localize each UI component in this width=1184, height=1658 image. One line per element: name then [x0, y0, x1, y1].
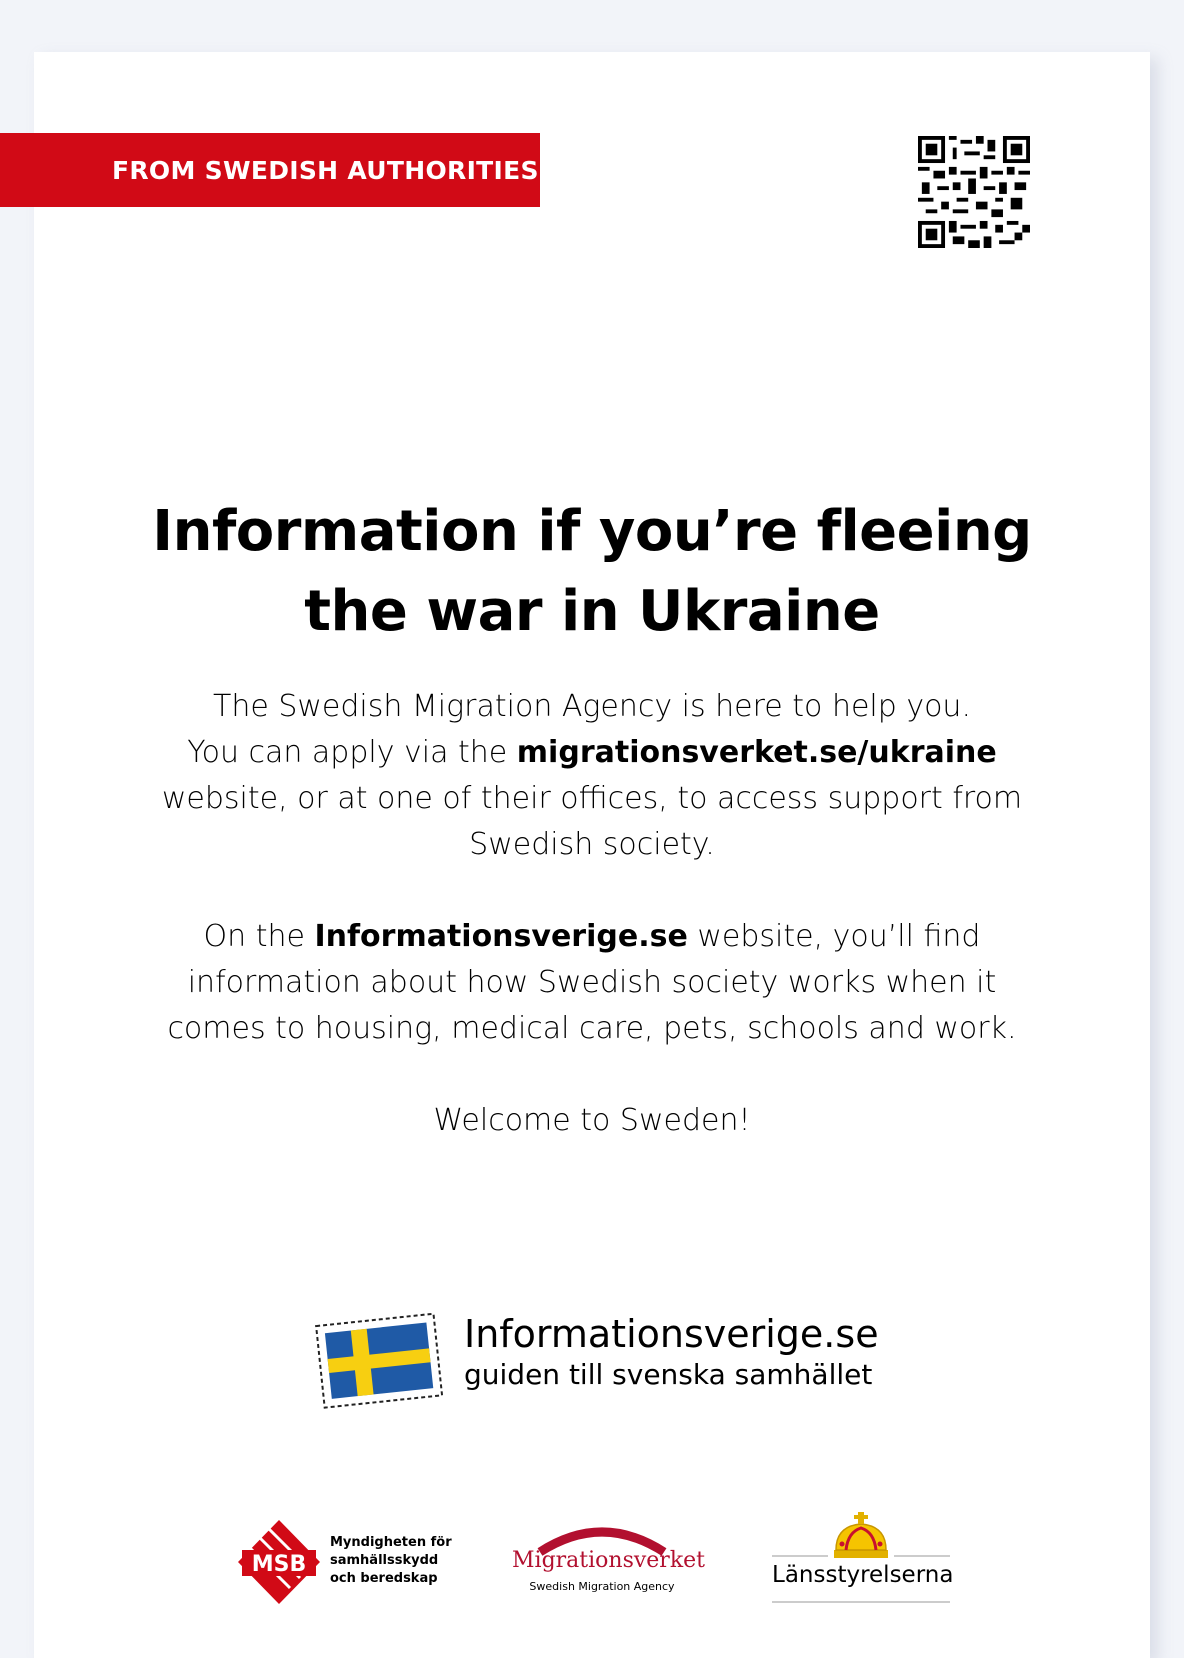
- informationsverige-subtitle: guiden till svenska samhället: [464, 1358, 873, 1391]
- title-line-1: Information if you’re fleeing: [152, 499, 1032, 564]
- qr-code-icon[interactable]: [918, 136, 1030, 248]
- page-title: [92, 492, 1092, 652]
- migrationsverket-logo[interactable]: [512, 1518, 706, 1604]
- msb-diamond-icon: [234, 1514, 324, 1610]
- informationsverige-link[interactable]: Informationsverige.se: [314, 919, 688, 954]
- informationsverige-logo[interactable]: [306, 1300, 886, 1420]
- title-line-2: the war in Ukraine: [304, 579, 880, 644]
- lansstyrelserna-name: Länsstyrelserna: [772, 1562, 954, 1588]
- p2-line3: comes to housing, medical care, pets, schools and work.: [167, 1011, 1017, 1046]
- msb-logo[interactable]: [234, 1514, 474, 1610]
- lansstyrelserna-underline: [772, 1600, 950, 1604]
- p2-line1-end: website, you’ll find: [687, 919, 981, 954]
- lansstyrelserna-logo[interactable]: [772, 1508, 954, 1612]
- msb-line3: och beredskap: [330, 1571, 438, 1586]
- paragraph-informationsverige: [130, 914, 1054, 1052]
- msb-line2: samhällsskydd: [330, 1553, 439, 1568]
- msb-name: [330, 1534, 452, 1588]
- royal-crown-icon: [772, 1508, 950, 1562]
- closing-text: Welcome to Sweden!: [433, 1103, 751, 1138]
- migrationsverket-subtitle: Swedish Migration Agency: [529, 1580, 675, 1593]
- p2-start: On the: [203, 919, 315, 954]
- banner-text: FROM SWEDISH AUTHORITIES: [112, 155, 539, 185]
- swedish-flag-stamp-icon: [306, 1300, 446, 1420]
- migrationsverket-name: Migrationsverket: [512, 1548, 706, 1573]
- p1-line2: You can apply via the: [187, 735, 517, 770]
- migrationsverket-link[interactable]: migrationsverket.se/ukraine: [516, 735, 997, 770]
- msb-line1: Myndigheten för: [330, 1535, 452, 1550]
- body-text: [130, 684, 1054, 1190]
- p1-line4: Swedish society.: [469, 827, 715, 862]
- p2-line2: information about how Swedish society works when it: [187, 965, 997, 1000]
- p1-line3: website, or at one of their offices, to access support from: [161, 781, 1023, 816]
- paragraph-migration: [130, 684, 1054, 868]
- msb-badge-text: MSB: [251, 1552, 307, 1577]
- authority-banner: [0, 133, 540, 207]
- informationsverige-title: Informationsverige.se: [464, 1312, 879, 1356]
- p1-line1: The Swedish Migration Agency is here to help you.: [213, 689, 971, 724]
